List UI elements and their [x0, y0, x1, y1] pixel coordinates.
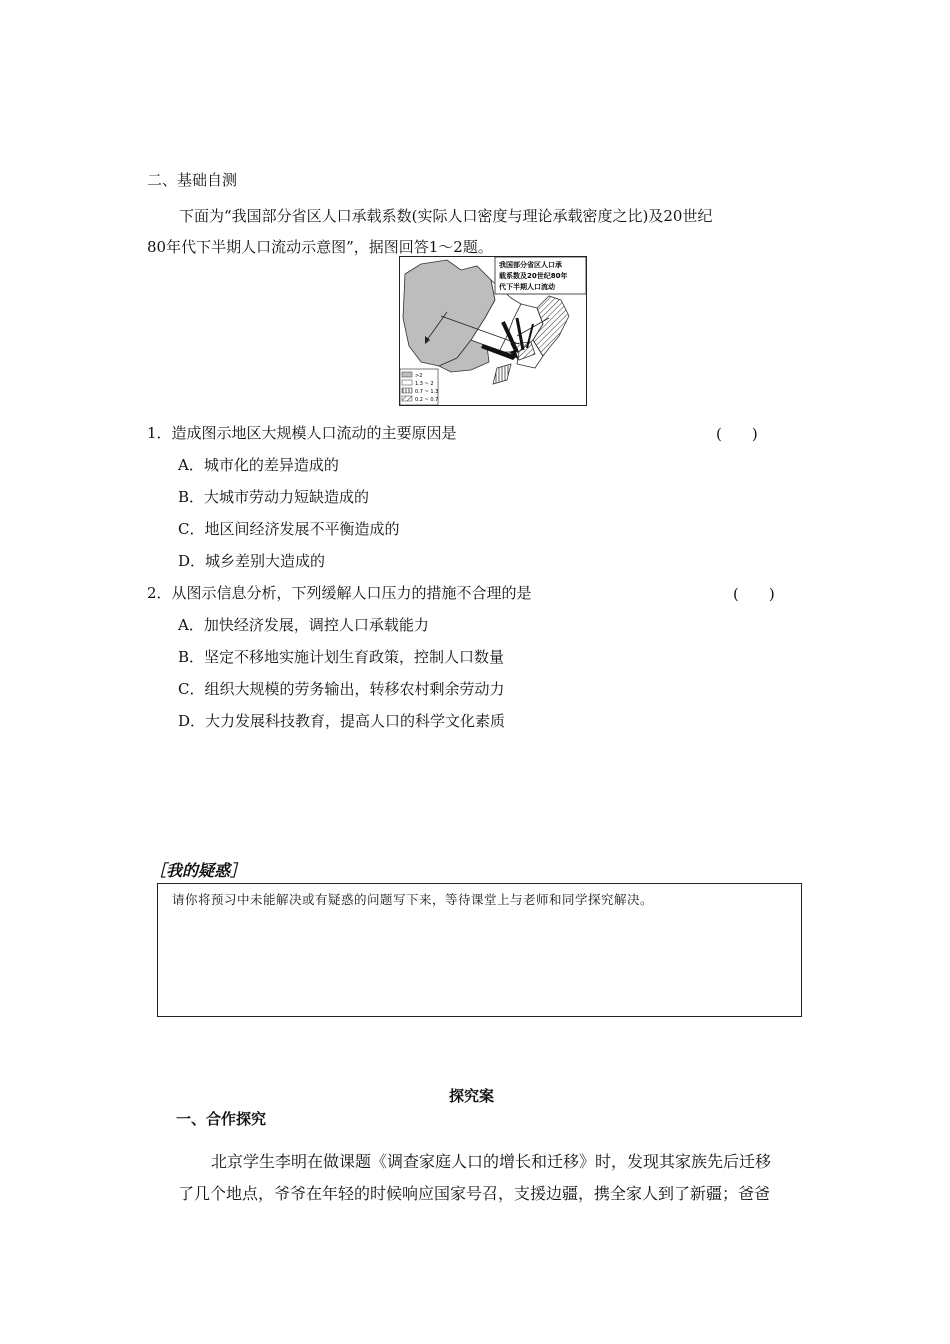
legend-label-1: >2 — [415, 373, 423, 379]
map-title-line-1: 我国部分省区人口承 — [499, 261, 562, 269]
legend-label-4: 0.2 ~ 0.7 — [415, 397, 439, 403]
inquiry-title: 探究案 — [449, 1087, 495, 1105]
legend-label-3: 0.7 ~ 1.3 — [415, 389, 439, 395]
legend-label-2: 1.3 ~ 2 — [415, 381, 434, 387]
legend-swatch-2 — [402, 380, 412, 385]
inquiry-paragraph-line-1: 北京学生李明在做课题《调查家庭人口的增长和迁移》时，发现其家族先后迁移 — [211, 1152, 772, 1171]
cooperative-inquiry-heading: 一、合作探究 — [176, 1110, 267, 1128]
doubt-answer-box[interactable] — [157, 883, 802, 1017]
legend-swatch-1 — [402, 372, 412, 377]
question-1-option-b: B．大城市劳动力短缺造成的 — [178, 488, 370, 506]
legend-swatch-4 — [402, 396, 412, 401]
question-2-answer-bracket[interactable]: ( ) — [733, 585, 775, 603]
doubt-title: ［我的疑惑］ — [150, 861, 247, 880]
question-2-option-d: D．大力发展科技教育，提高人口的科学文化素质 — [178, 712, 506, 730]
question-2-option-a: A．加快经济发展，调控人口承载能力 — [178, 616, 429, 634]
question-1-stem: 1．造成图示地区大规模人口流动的主要原因是 — [147, 424, 457, 442]
intro-line-2: 80年代下半期人口流动示意图”，据图回答1～2题。 — [147, 238, 493, 256]
question-1-option-d: D．城乡差别大造成的 — [178, 552, 326, 570]
inquiry-paragraph-line-2: 了几个地点，爷爷在年轻的时候响应国家号召，支援边疆，携全家人到了新疆；爸爸 — [178, 1184, 771, 1203]
question-2-option-b: B．坚定不移地实施计划生育政策，控制人口数量 — [178, 648, 505, 666]
map-title-line-3: 代下半期人口流动 — [499, 283, 555, 291]
question-1-option-a: A．城市化的差异造成的 — [178, 456, 339, 474]
question-2-option-c: C．组织大规模的劳务输出，转移农村剩余劳动力 — [178, 680, 505, 698]
doubt-hint: 请你将预习中未能解决或有疑惑的问题写下来，等待课堂上与老师和同学探究解决。 — [172, 892, 654, 907]
population-flow-map — [399, 256, 587, 406]
legend-swatch-3 — [402, 388, 412, 393]
intro-line-1: 下面为“我国部分省区人口承载系数(实际人口密度与理论承载密度之比)及20世纪 — [179, 207, 713, 225]
section-title: 二、基础自测 — [147, 171, 238, 189]
question-1-option-c: C．地区间经济发展不平衡造成的 — [178, 520, 400, 538]
map-title-line-2: 载系数及20世纪80年 — [499, 272, 568, 280]
question-1-answer-bracket[interactable]: ( ) — [716, 425, 758, 443]
question-2-stem: 2．从图示信息分析，下列缓解人口压力的措施不合理的是 — [147, 584, 532, 602]
